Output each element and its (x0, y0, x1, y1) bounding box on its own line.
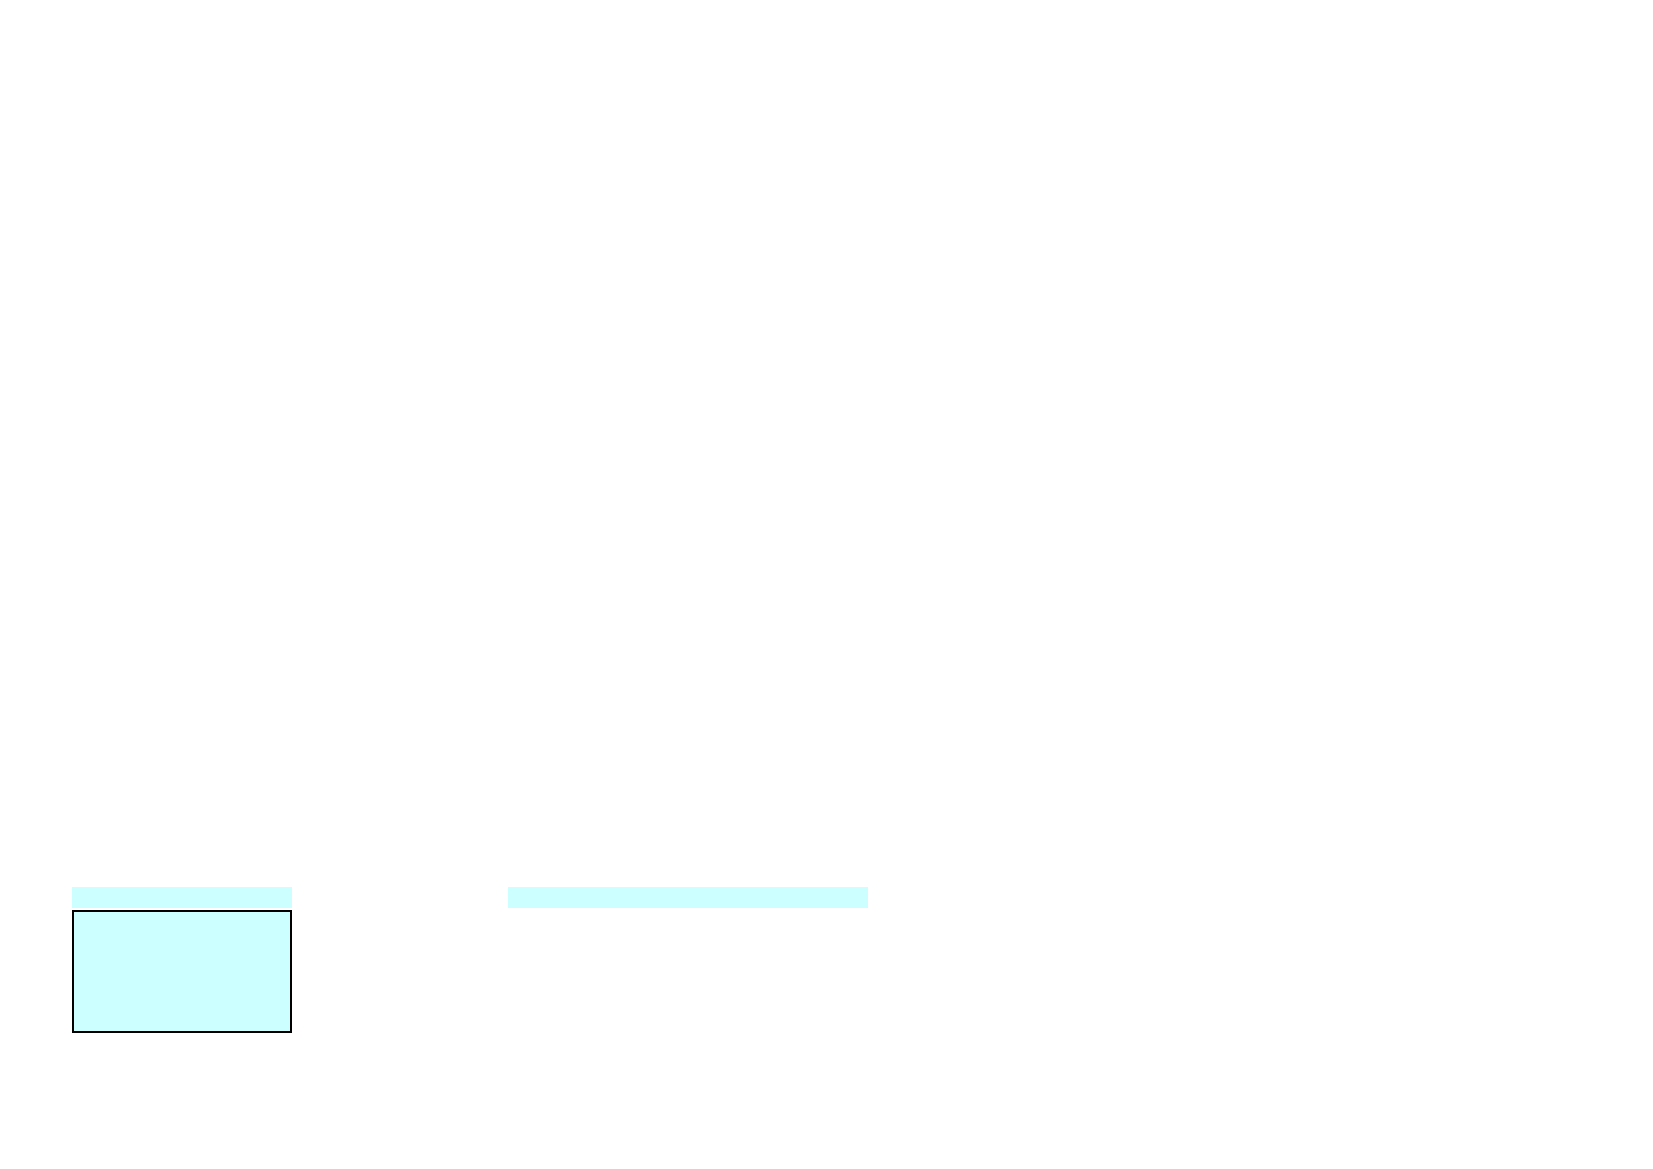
hardness-title (508, 887, 868, 908)
conversions-title (72, 887, 292, 908)
conversions-box (72, 910, 292, 1033)
